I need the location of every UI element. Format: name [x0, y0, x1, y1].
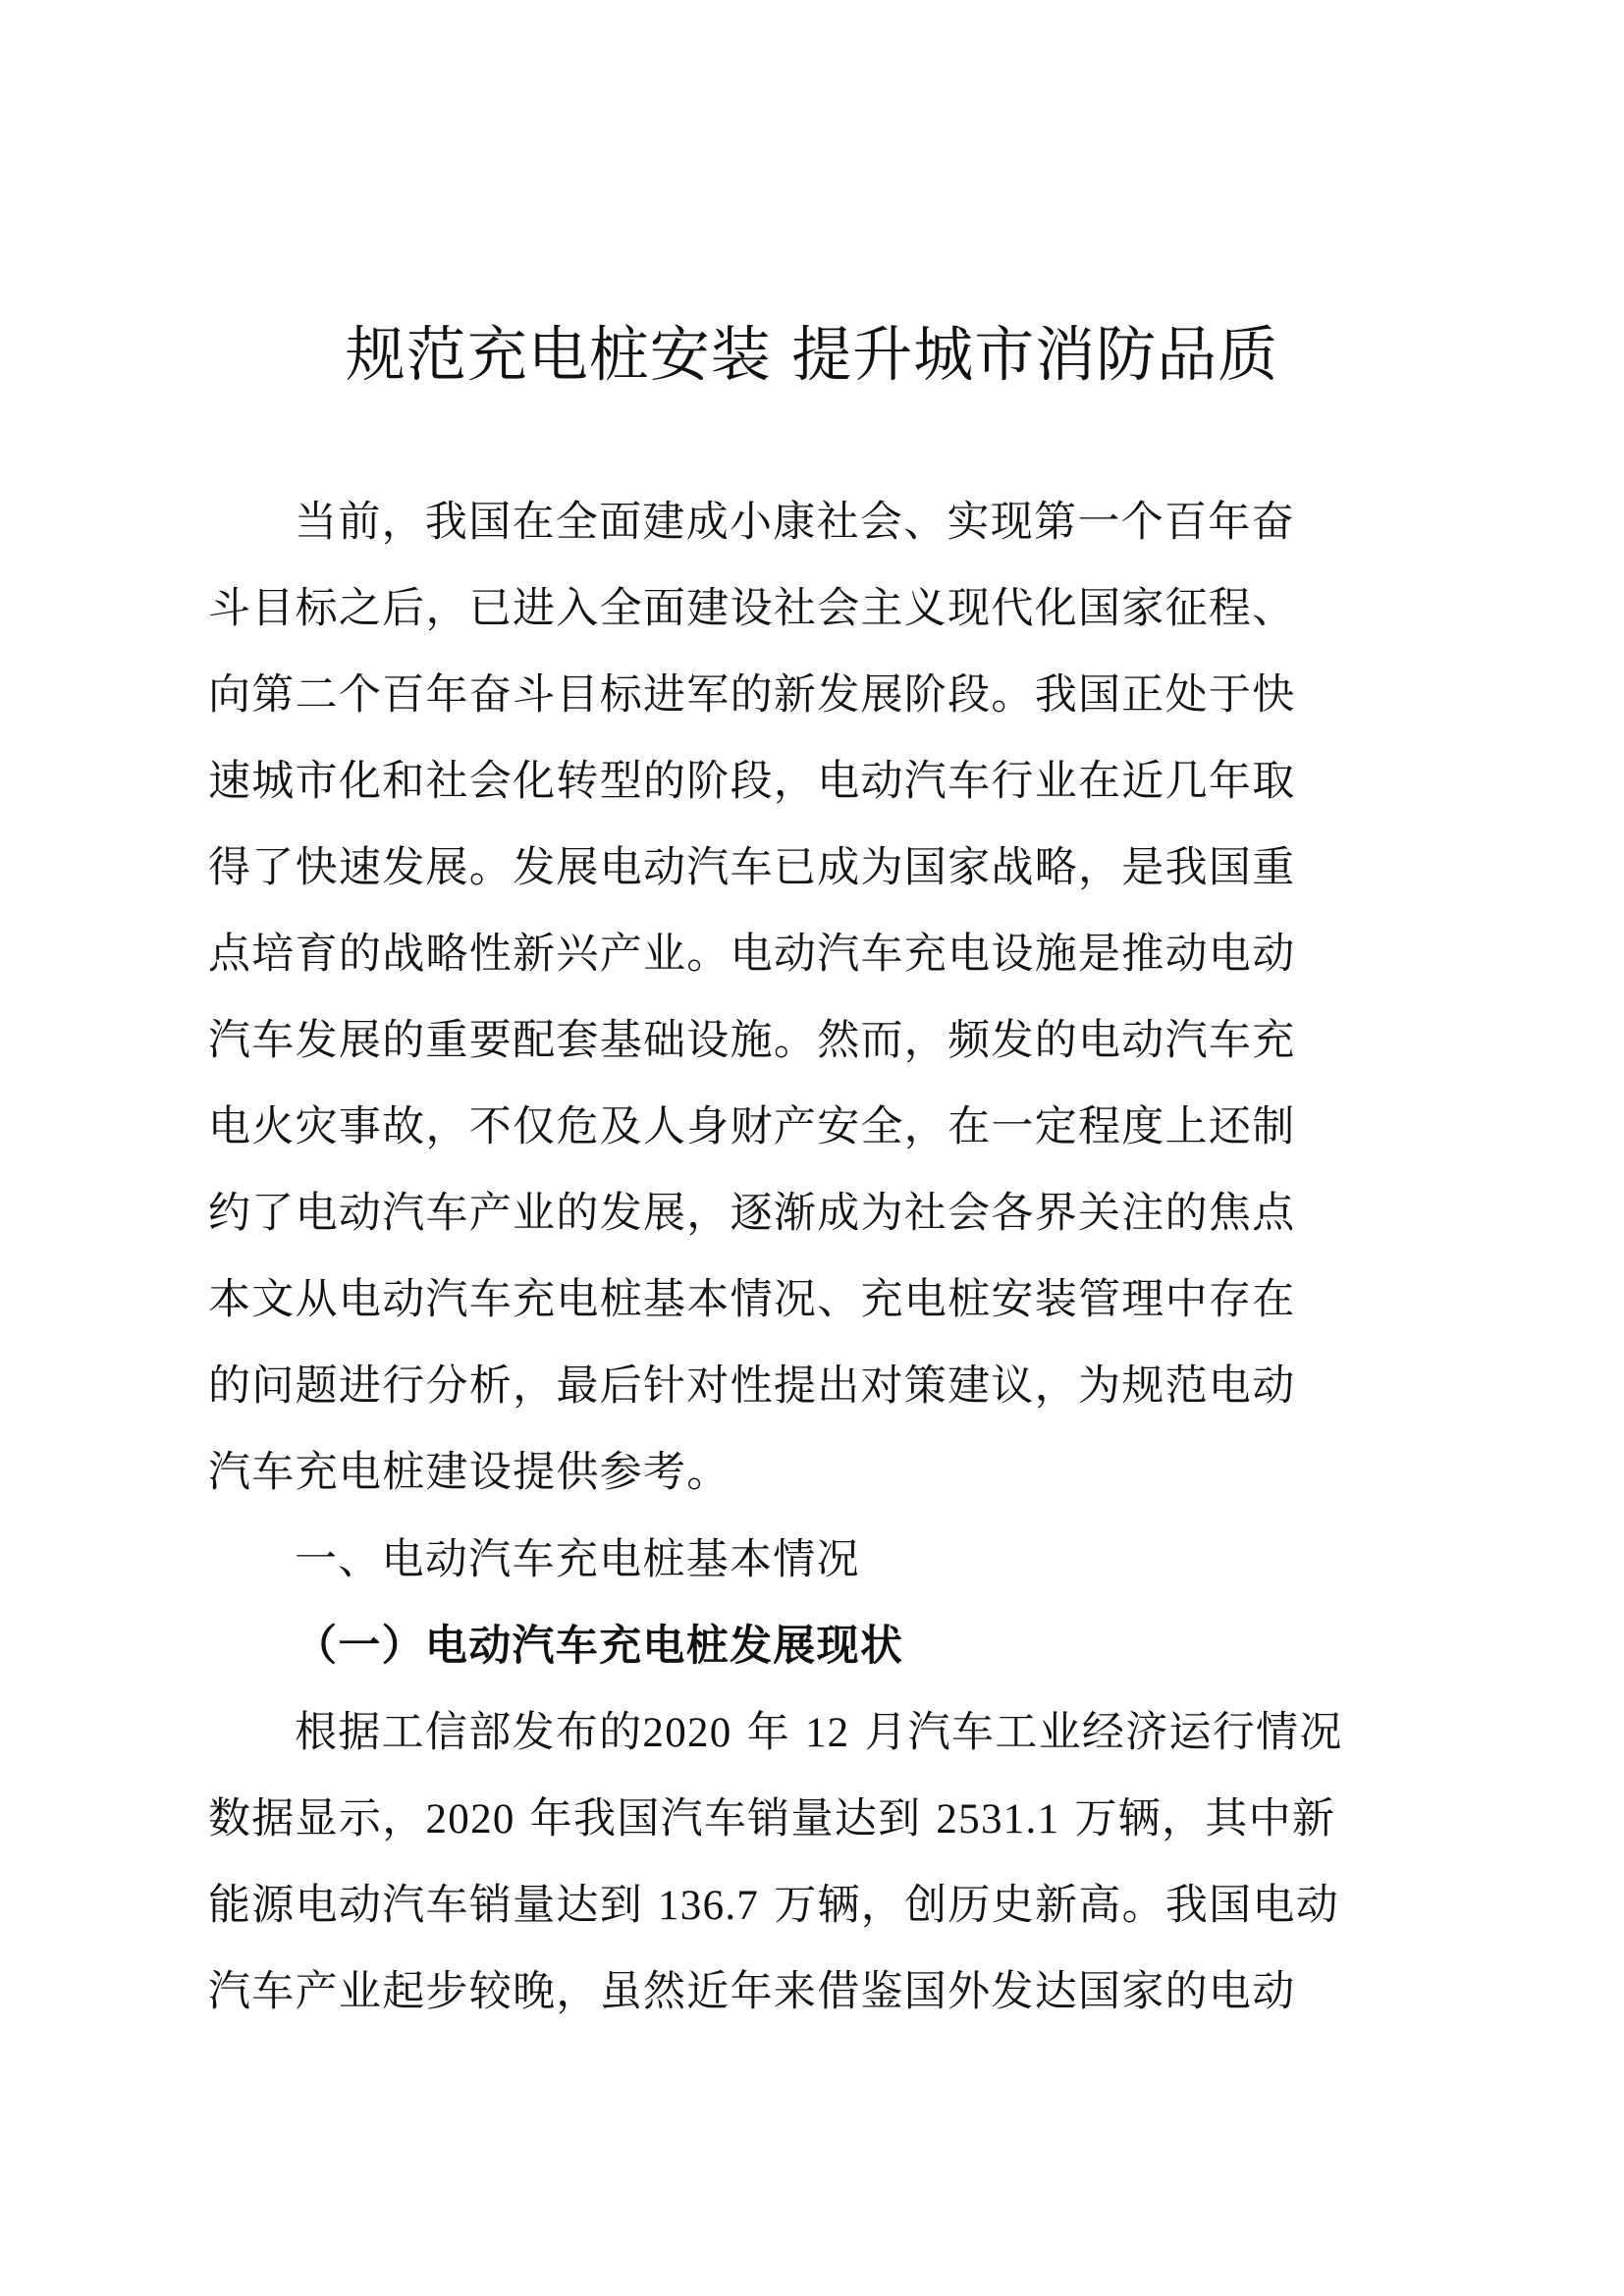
year-number: 2020 [642, 1710, 732, 1756]
paragraph-line: 根据工信部发布的2020 年 12 月汽车工业经济运行情况 [295, 1708, 1343, 1757]
sales-number: 2531.1 [936, 1796, 1060, 1842]
paragraph-line: 汽车产业起步较晚，虽然近年来借鉴国外发达国家的电动 [208, 1967, 1296, 2016]
paragraph-line: 速城市化和社会化转型的阶段，电动汽车行业在近几年取 [208, 757, 1296, 806]
paragraph-line: 电火灾事故，不仅危及人身财产安全，在一定程度上还制 [208, 1102, 1296, 1151]
paragraph-line: 当前，我国在全面建成小康社会、实现第一个百年奋 [295, 498, 1295, 547]
ev-sales-number: 136.7 [657, 1883, 760, 1929]
paragraph-line: 约了电动汽车产业的发展，逐渐成为社会各界关注的焦点 [208, 1189, 1296, 1238]
month-number: 12 [804, 1710, 850, 1756]
section-heading: 一、电动汽车充电桩基本情况 [295, 1535, 860, 1584]
paragraph-line: 斗目标之后，已进入全面建设社会主义现代化国家征程、 [208, 584, 1296, 633]
intro-paragraph [208, 479, 1347, 1516]
paragraph-line: 能源电动汽车销量达到 136.7 万辆，创历史新高。我国电动 [208, 1881, 1340, 1930]
subsection-heading: （一）电动汽车充电桩发展现状 [295, 1622, 904, 1671]
paragraph-line: 的问题进行分析，最后针对性提出对策建议，为规范电动 [208, 1362, 1296, 1411]
paragraph-line: 汽车充电桩建设提供参考。 [208, 1448, 731, 1497]
paragraph-line: 本文从电动汽车充电桩基本情况、充电桩安装管理中存在 [208, 1275, 1296, 1324]
paragraph-line: 汽车发展的重要配套基础设施。然而，频发的电动汽车充 [208, 1016, 1296, 1065]
paragraph-line: 点培育的战略性新兴产业。电动汽车充电设施是推动电动 [208, 930, 1296, 979]
paragraph-line: 得了快速发展。发展电动汽车已成为国家战略，是我国重 [208, 843, 1296, 892]
year-number: 2020 [425, 1796, 515, 1842]
body-paragraph [208, 1689, 1347, 2035]
paragraph-line: 向第二个百年奋斗目标进军的新发展阶段。我国正处于快 [208, 670, 1296, 720]
paragraph-line: 数据显示，2020 年我国汽车销量达到 2531.1 万辆，其中新 [208, 1794, 1336, 1843]
document-title: 规范充电桩安装 提升城市消防品质 [345, 320, 1279, 390]
